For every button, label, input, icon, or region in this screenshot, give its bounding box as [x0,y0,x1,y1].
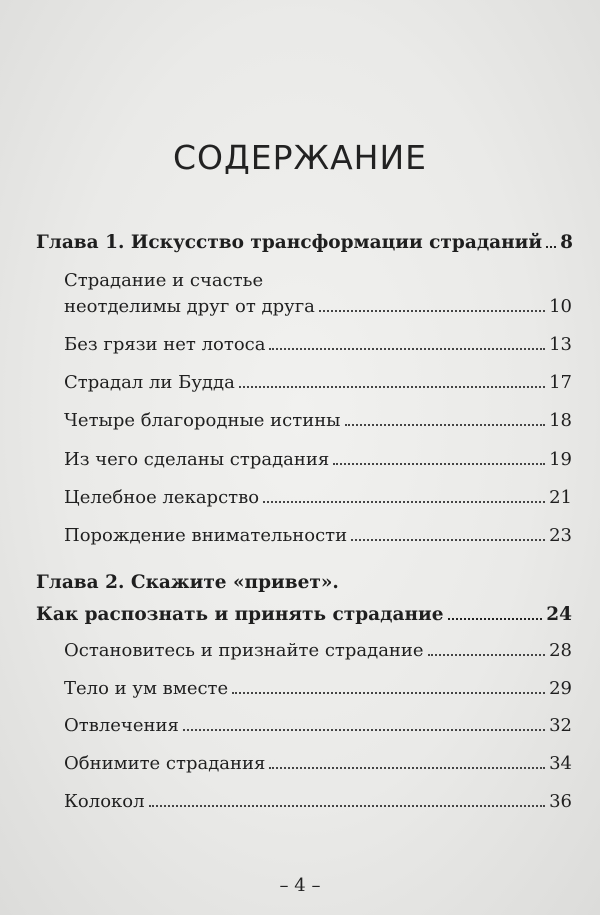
toc-chapter-label: Глава 1. Искусство трансформации страданий [36,232,543,253]
toc-entry-first-line: Страдание и счастье [64,270,264,291]
toc-entry[interactable] [64,372,572,393]
toc-entry[interactable] [64,296,572,317]
toc-entry-label: Четыре благородные истины [64,410,341,431]
leader-dots [333,463,545,465]
toc-entry-label: Порождение внимательности [64,525,348,546]
toc-entry[interactable] [64,334,572,355]
toc-page-number: 36 [549,791,572,812]
toc-entry[interactable] [64,678,572,699]
toc-chapter-1[interactable] [36,232,572,253]
toc-page-number: 23 [549,525,572,546]
leader-dots [345,424,546,426]
page-number: – 4 – [279,875,321,896]
toc-chapter-2[interactable] [36,604,572,625]
toc-entry[interactable] [64,525,572,546]
toc-entry-label: Целебное лекарство [64,487,260,508]
toc-entry-label: Тело и ум вместе [64,678,229,699]
toc-entry[interactable] [64,715,572,736]
table-of-contents [36,0,572,915]
toc-page-number: 18 [549,410,572,431]
toc-entry[interactable] [64,410,572,431]
toc-entry-label: Остановитесь и признайте страдание [64,640,424,661]
leader-dots [448,618,543,620]
leader-dots [149,805,546,807]
toc-entry[interactable] [64,487,572,508]
leader-dots [428,654,546,656]
leader-dots [319,310,545,312]
leader-dots [269,348,545,350]
toc-chapter-label: Как распознать и принять страдание [36,604,444,625]
toc-entry-label: Без грязи нет лотоса [64,334,266,355]
toc-page-number: 28 [549,640,572,661]
toc-page-number: 29 [549,678,572,699]
toc-page-number: 32 [549,715,572,736]
toc-page-number: 17 [549,372,572,393]
leader-dots [546,246,556,248]
toc-entry-label: Из чего сделаны страдания [64,449,330,470]
toc-entry-label: неотделимы друг от друга [64,296,315,317]
leader-dots [183,729,545,731]
toc-chapter-first-line: Глава 2. Скажите «привет». [36,572,339,593]
toc-page-number: 13 [549,334,572,355]
leader-dots [269,767,545,769]
toc-entry[interactable] [64,791,572,812]
leader-dots [351,539,545,541]
toc-entry[interactable] [64,640,572,661]
toc-entry-label: Отвлечения [64,715,179,736]
toc-page-number: 34 [549,753,572,774]
toc-entry-label: Обнимите страдания [64,753,266,774]
toc-page-number: 19 [549,449,572,470]
toc-entry-label: Страдал ли Будда [64,372,235,393]
leader-dots [263,501,545,503]
leader-dots [232,692,545,694]
toc-page-number: 10 [549,296,572,317]
toc-entry[interactable] [64,449,572,470]
toc-entry[interactable] [64,753,572,774]
toc-entry-label: Колокол [64,791,145,812]
leader-dots [239,386,545,388]
page-title: СОДЕРЖАНИЕ [172,138,428,177]
toc-page-number: 8 [560,232,573,253]
toc-page-number: 24 [546,604,572,625]
toc-page-number: 21 [549,487,572,508]
